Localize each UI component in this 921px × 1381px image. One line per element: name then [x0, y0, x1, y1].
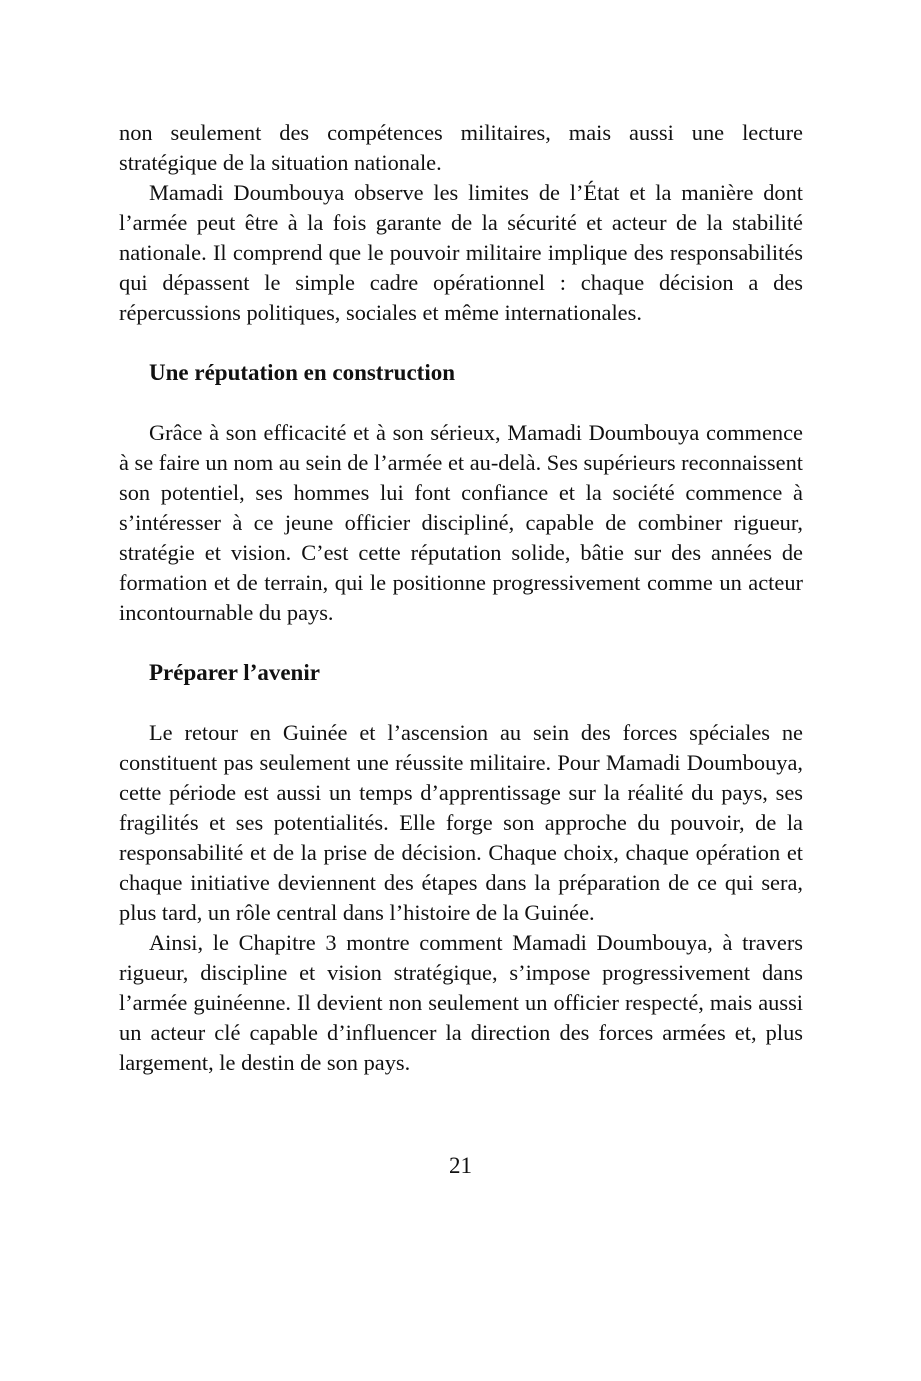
page-body: [119, 118, 803, 1078]
paragraph-continued: non seulement des compétences militaires, mais aussi une lecture stratégique de la situation nationale.: [119, 120, 803, 175]
paragraph: Grâce à son efficacité et à son sérieux, Mamadi Doumbouya commence à se faire un nom au sein de l’armée et au-delà. Ses supérieurs reconnaissent son potentiel, ses hommes lui font confiance et la société commence à s’intéresser à ce jeune officier discipliné, capable de combiner rigueur, stratégie et vision. C’est cette réputation solide, bâtie sur des années de formation et de terrain, qui le positionne progressivement comme un acteur incontournable du pays.: [119, 420, 803, 625]
page-number: 21: [449, 1153, 472, 1178]
paragraph: Mamadi Doumbouya observe les limites de l’État et la manière dont l’armée peut être à la fois garante de la sécurité et acteur de la stabilité nationale. Il comprend que le pouvoir militaire implique des responsabilités qui dépassent le simple cadre opérationnel : chaque décision a des répercussions politiques, sociales et même internationales.: [119, 180, 803, 325]
paragraph: Le retour en Guinée et l’ascension au sein des forces spéciales ne constituent pas seulement une réussite militaire. Pour Mamadi Doumbouya, cette période est aussi un temps d’apprentissage sur la réalité du pays, ses fragilités et ses potentialités. Elle forge son approche du pouvoir, de la responsabilité et de la prise de décision. Chaque choix, chaque opération et chaque initiative deviennent des étapes dans la préparation de ce qui sera, plus tard, un rôle central dans l’histoire de la Guinée.: [119, 720, 803, 925]
section-heading: Une réputation en construction: [149, 360, 456, 385]
paragraph: Ainsi, le Chapitre 3 montre comment Mamadi Doumbouya, à travers rigueur, discipline et vision stratégique, s’impose progressivement dans l’armée guinéenne. Il devient non seulement un officier respecté, mais aussi un acteur clé capable d’influencer la direction des forces armées et, plus largement, le destin de son pays.: [119, 930, 803, 1075]
section-heading: Préparer l’avenir: [149, 660, 320, 685]
